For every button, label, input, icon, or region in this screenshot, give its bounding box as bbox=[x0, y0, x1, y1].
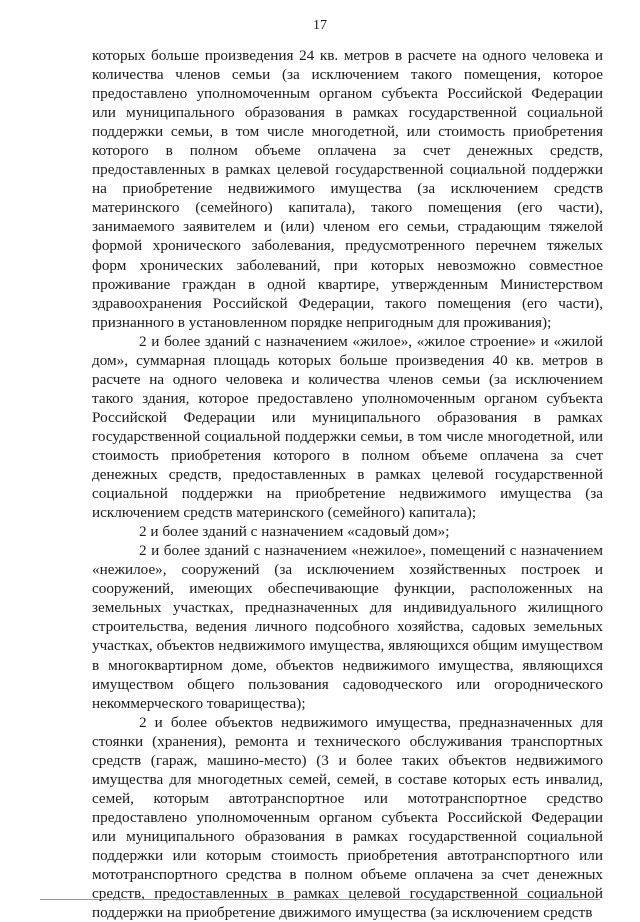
paragraph-continuation: которых больше произведения 24 кв. метров в расчете на одного человека и количества членов семьи (за исключением такого помещения, которое предоставлено уполномоченным органом субъекта Российской Федерации или муниципального образования в рамках государственной социальной поддержки семьи, в том числе многодетной, или стоимость приобретения которого в полном объеме оплачена за счет денежных средств, предоставленных в рамках целевой государственной социальной поддержки на приобретение недвижимого имущества (за исключением средств материнского (семейного) капитала), такого помещения (его части), занимаемого заявителем и (или) членом его семьи, страдающим тяжелой формой хронического заболевания, предусмотренного перечнем тяжелых форм хронических заболеваний, при которых невозможно совместное проживание граждан в одной квартире, утвержденным Министерством здравоохранения Российской Федерации, такого помещения (его части), признанного в установленном порядке непригодным для проживания); bbox=[92, 47, 603, 331]
document-body bbox=[92, 46, 603, 922]
paragraph-residential-buildings: 2 и более зданий с назначением «жилое», «жилое строение» и «жилой дом», суммарная площадь которых больше произведения 40 кв. метров в расчете на одного человека и количества членов семьи (за исключением такого здания, которое предоставлено уполномоченным органом субъекта Российской Федерации или муниципального образования в рамках государственной социальной поддержки семьи, в том числе многодетной, или стоимость приобретения которого в полном объеме оплачена за счет денежных средств, предоставленных в рамках целевой государственной социальной поддержки на приобретение недвижимого имущества (за исключением средств материнского (семейного) капитала); bbox=[92, 332, 603, 522]
page-bottom-edge bbox=[40, 899, 600, 900]
page-number: 17 bbox=[313, 18, 327, 33]
paragraph-garden-houses: 2 и более зданий с назначением «садовый дом»; bbox=[139, 523, 450, 541]
paragraph-nonresidential: 2 и более зданий с назначением «нежилое», помещений с назначением «нежилое», сооружений (за исключением хозяйственных построек и сооружений, имеющих обеспечивающие функции, расположенных на земельных участках, предназначенных для индивидуального жилищного строительства, ведения личного подсобного хозяйства, садовых земельных участках, объектов недвижимого имущества, являющихся общим имуществом в многоквартирном доме, объектов недвижимого имущества, являющихся имуществом общего пользования садоводческого или огороднического некоммерческого товарищества); bbox=[92, 542, 603, 712]
paragraph-garages: 2 и более объектов недвижимого имущества, предназначенных для стоянки (хранения), ремонта и технического обслуживания транспортных средств (гараж, машино-место) (3 и более таких объектов недвижимого имущества для многодетных семей, семей, в составе которых есть инвалид, семей, которым автотранспортное или мототранспортное средство предоставлено уполномоченным органом субъекта Российской Федерации или муниципального образования в рамках государственной социальной поддержки или которым стоимость приобретения автотранспортного или мототранспортного средства в полном объеме оплачена за счет денежных средств, предоставленных в рамках целевой государственной социальной поддержки на приобретение движимого имущества (за исключением средств bbox=[92, 713, 603, 922]
